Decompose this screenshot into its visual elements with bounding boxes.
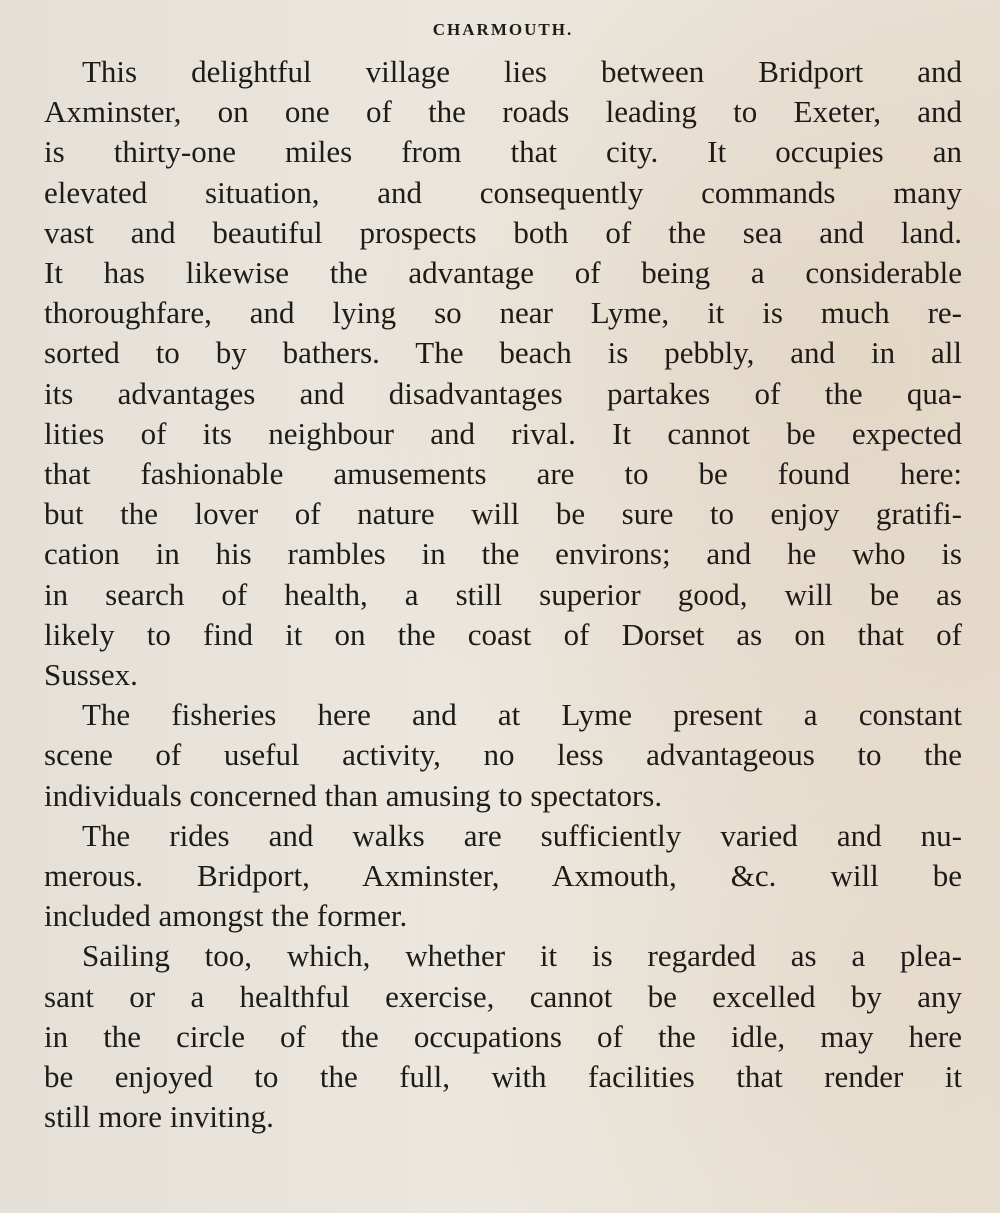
text-line: is thirty-one miles from that city. It occupies an [44,134,962,170]
text-line: elevated situation, and consequently commands many [44,174,962,210]
paragraph-4 [44,936,962,1137]
text-line: lities of its neighbour and rival. It cannot be expected [44,415,962,451]
text-line: The fisheries here and at Lyme present a constant [82,697,962,733]
text-line: cation in his rambles in the environs; and he who is [44,536,962,572]
text-line: that fashionable amusements are to be found here: [44,456,962,492]
text-line: in the circle of the occupations of the idle, may here [44,1018,962,1054]
text-line: scene of useful activity, no less advantageous to the [44,737,962,773]
text-line: but the lover of nature will be sure to enjoy gratifi- [44,496,962,532]
running-head: CHARMOUTH. [432,20,574,39]
text-line: likely to find it on the coast of Dorset as on that of [44,616,962,652]
text-line: sant or a healthful exercise, cannot be excelled by any [44,978,962,1014]
text-line: Sussex. [44,657,138,693]
text-line: in search of health, a still superior good, will be as [44,576,962,612]
text-line: individuals concerned than amusing to spectators. [44,777,663,813]
paragraph-2 [44,695,962,816]
text-line: The rides and walks are sufficiently varied and nu- [82,817,962,853]
text-line: Axminster, on one of the roads leading to Exeter, and [44,94,962,130]
text-line: This delightful village lies between Bridport and [82,54,962,89]
text-line: vast and beautiful prospects both of the sea and land. [44,214,962,250]
text-line: still more inviting. [44,1099,274,1135]
text-line: It has likewise the advantage of being a considerable [44,255,962,291]
text-line: merous. Bridport, Axminster, Axmouth, &c. will be [44,858,962,894]
text-line: included amongst the former. [44,898,408,934]
paragraph-1 [44,52,962,695]
text-line: be enjoyed to the full, with facilities that render it [44,1059,962,1095]
text-line: thoroughfare, and lying so near Lyme, it is much re- [44,295,962,331]
paragraph-3 [44,816,962,937]
text-line: sorted to by bathers. The beach is pebbly, and in all [44,335,962,371]
text-line: its advantages and disadvantages partakes of the qua- [44,375,962,411]
text-line: Sailing too, which, whether it is regarded as a plea- [82,938,962,974]
